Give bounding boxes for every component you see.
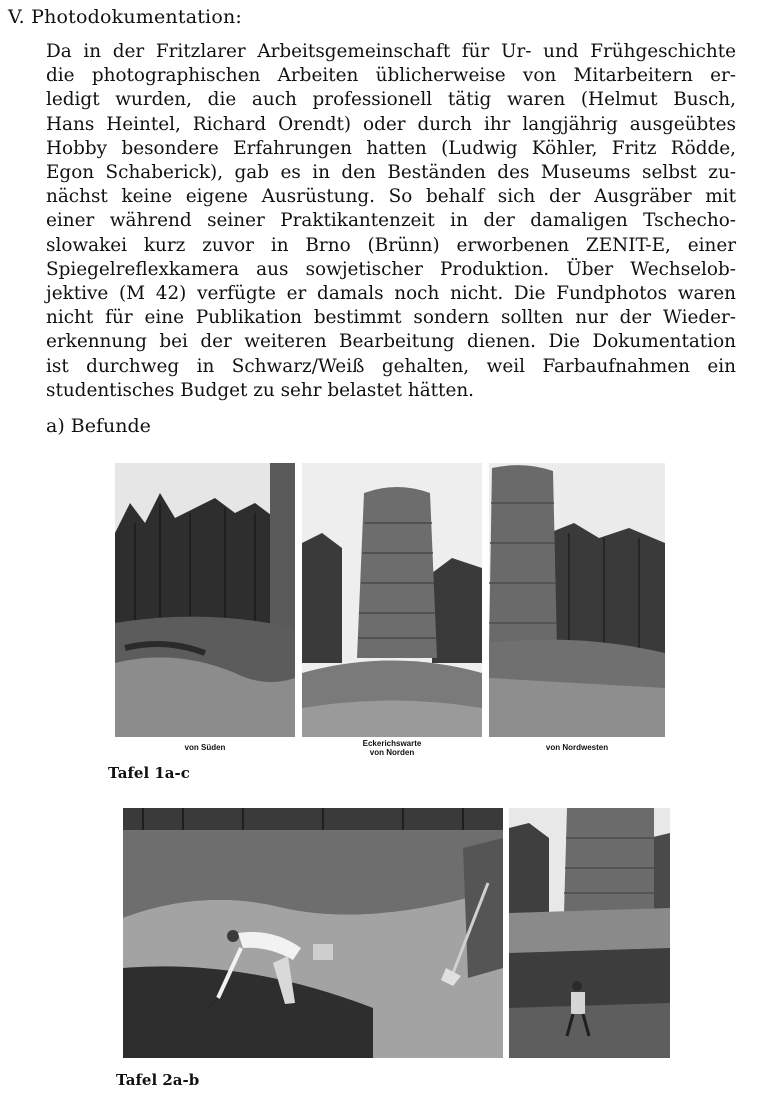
- photo-tower-excavation: [509, 808, 670, 1058]
- paragraph-line: ist durchweg in Schwarz/Weiß gehalten, weil Farbaufnahmen ein: [46, 355, 736, 377]
- paragraph-line: Hobby besondere Erfahrungen hatten (Ludwig Köhler, Fritz Rödde,: [46, 137, 736, 159]
- photo-tower-northwest: [489, 463, 665, 737]
- paragraph-line: jektive (M 42) verfügte er damals noch nicht. Die Fundphotos waren: [46, 283, 736, 305]
- caption-north-line1: Eckerichswarte: [362, 739, 422, 748]
- caption-north-line2: von Norden: [369, 748, 415, 757]
- paragraph-line: erkennung bei der weiteren Bearbeitung dienen. Die Dokumentation: [46, 331, 736, 353]
- paragraph-line: Da in der Fritzlarer Arbeitsgemeinschaft für Ur- und Frühgeschichte: [46, 41, 736, 62]
- paragraph-line: Hans Heintel, Richard Orendt) oder durch ihr langjährig ausgeübtes: [46, 113, 736, 135]
- paragraph-line: die photographischen Arbeiten üblicherweise von Mitarbeitern er-: [46, 65, 736, 87]
- photo-tower-north: [302, 463, 482, 737]
- paragraph-line: ledigt wurden, die auch professionell tätig waren (Helmut Busch,: [46, 89, 736, 111]
- subheading: a) Befunde: [46, 415, 151, 437]
- paragraph-line: studentisches Budget zu sehr belastet hätten.: [46, 379, 475, 401]
- photo-tower-south: [115, 463, 295, 737]
- paragraph-line: einer während seiner Praktikantenzeit in der damaligen Tschecho-: [46, 210, 736, 232]
- caption-north: [302, 739, 482, 757]
- paragraph-line: Spiegelreflexkamera aus sowjetischer Produktion. Über Wechselob-: [46, 258, 736, 280]
- paragraph-line: nicht für eine Publikation bestimmt sondern sollten nur der Wieder-: [46, 307, 736, 329]
- section-heading: V. Photodokumentation:: [8, 6, 243, 28]
- plate-label-1: Tafel 1a-c: [108, 764, 190, 782]
- paragraph-line: slowakei kurz zuvor in Brno (Brünn) erworbenen ZENIT-E, einer: [46, 234, 736, 256]
- paragraph-line: nächst keine eigene Ausrüstung. So behalf sich der Ausgräber mit: [46, 186, 736, 208]
- plate-label-2: Tafel 2a-b: [116, 1071, 200, 1089]
- body-paragraph: [46, 40, 736, 403]
- caption-south: von Süden: [184, 743, 226, 752]
- photo-excavation-digger: [123, 808, 503, 1058]
- paragraph-line: Egon Schaberick), gab es in den Beständen des Museums selbst zu-: [46, 162, 736, 184]
- caption-northwest: von Nordwesten: [545, 743, 609, 752]
